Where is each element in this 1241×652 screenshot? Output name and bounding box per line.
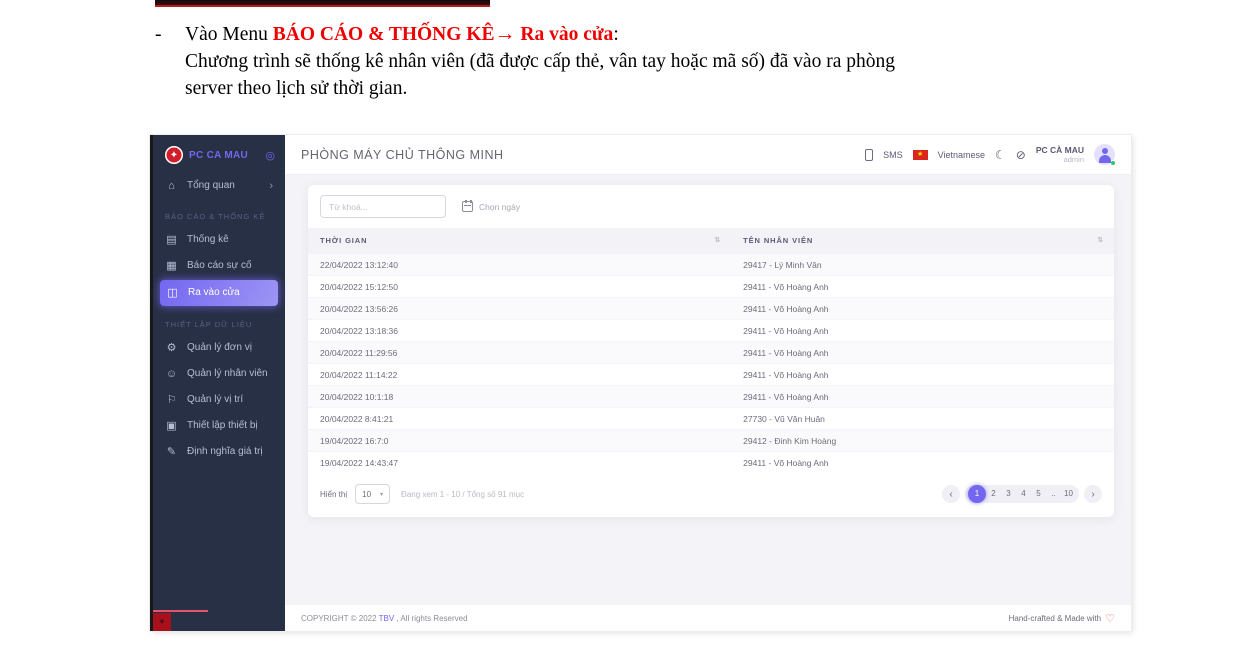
sidebar-item-label: Thiết lập thiết bị <box>187 420 258 431</box>
pagination-bar <box>308 473 1114 517</box>
avatar[interactable] <box>1094 144 1115 165</box>
table-row <box>308 364 1114 386</box>
page-number-button[interactable]: 3 <box>1006 489 1011 498</box>
tbv-brand-link[interactable]: TBV <box>378 613 395 623</box>
sidebar-item[interactable] <box>153 361 285 387</box>
copyright-text: COPYRIGHT © 2022 TBV , All rights Reserved <box>301 613 468 623</box>
sidebar-footer-line <box>153 610 208 612</box>
sidebar-item[interactable] <box>153 335 285 361</box>
cell-time: 19/04/2022 16:7:0 <box>308 430 731 452</box>
sidebar-item-icon: ✎ <box>166 446 177 458</box>
app-footer <box>285 605 1131 631</box>
table-row <box>308 386 1114 408</box>
redacted-text-bar <box>155 0 490 7</box>
sms-label[interactable]: SMS <box>883 149 903 160</box>
table-body <box>308 254 1114 474</box>
cell-employee: 29411 - Võ Hoàng Anh <box>731 342 1114 364</box>
table-row <box>308 342 1114 364</box>
prev-page-button[interactable]: ‹ <box>942 485 960 503</box>
sidebar-item[interactable] <box>153 227 285 253</box>
home-icon: ⌂ <box>168 180 175 192</box>
cell-time: 19/04/2022 14:43:47 <box>308 452 731 474</box>
sidebar-item-icon: ☺ <box>165 368 178 380</box>
doc-body-line1: Chương trình sẽ thống kê nhân viên (đã được cấp thẻ, vân tay hoặc mã số) đã vào ra phòng <box>185 51 895 72</box>
data-card <box>308 185 1114 517</box>
vietnam-flag-icon[interactable]: ★ <box>913 150 928 160</box>
page-size-select[interactable]: 10 ▾ <box>355 484 390 504</box>
sidebar-item-label: Ra vào cửa <box>188 287 240 298</box>
table-row <box>308 430 1114 452</box>
sidebar-item[interactable] <box>153 253 285 279</box>
page-number-button[interactable]: 4 <box>1021 489 1026 498</box>
brand-name: PC CA MAU <box>189 149 248 161</box>
sidebar-item-label: Quản lý vị trí <box>187 394 244 405</box>
cell-time: 20/04/2022 13:56:26 <box>308 298 731 320</box>
cell-time: 20/04/2022 11:14:22 <box>308 364 731 386</box>
doc-bullet: - <box>155 24 162 45</box>
header-actions <box>865 144 1115 165</box>
cell-employee: 29411 - Võ Hoàng Anh <box>731 320 1114 342</box>
filter-bar <box>308 185 1114 228</box>
block-icon[interactable]: ⊘ <box>1015 147 1026 162</box>
user-role: admin <box>1063 154 1084 164</box>
evn-logo-icon: ✦ <box>165 146 183 164</box>
table-header-row <box>308 228 1114 254</box>
page-number-button[interactable]: 5 <box>1036 489 1041 498</box>
table-row <box>308 408 1114 430</box>
table-row <box>308 298 1114 320</box>
column-header-name[interactable]: TÊN NHÂN VIÊN ⇅ <box>743 236 1104 245</box>
search-input[interactable] <box>320 195 446 218</box>
date-picker[interactable] <box>462 201 520 212</box>
sidebar-collapse-icon[interactable]: ◎ <box>265 149 275 162</box>
page-number-button[interactable]: 1 <box>968 485 986 503</box>
column-header-time[interactable]: THỜI GIAN ⇅ <box>320 236 722 245</box>
sort-icon[interactable]: ⇅ <box>714 237 722 244</box>
sidebar-item-label: Tổng quan <box>187 180 235 191</box>
doc-menu-path: BÁO CÁO & THỐNG KÊ <box>272 24 495 45</box>
cell-employee: 29417 - Lý Minh Vân <box>731 254 1114 276</box>
sidebar-item-icon: ◫ <box>167 287 178 299</box>
sidebar-item[interactable] <box>153 387 285 413</box>
sidebar-section-settings: THIẾT LẬP DỮ LIỆU <box>165 320 253 329</box>
table-row <box>308 276 1114 298</box>
sidebar-item-icon: ⚐ <box>166 394 177 406</box>
cell-employee: 29412 - Đinh Kim Hoàng <box>731 430 1114 452</box>
sidebar-item[interactable] <box>153 439 285 465</box>
doc-colon: : <box>613 24 619 45</box>
page-number-button[interactable]: 2 <box>991 489 996 498</box>
language-label[interactable]: Vietnamese <box>937 149 985 160</box>
page-number-button[interactable]: 10 <box>1064 489 1073 498</box>
instruction-text <box>155 20 1115 102</box>
sidebar-setting-items <box>153 335 285 465</box>
cell-employee: 29411 - Võ Hoàng Anh <box>731 452 1114 474</box>
top-header <box>285 135 1131 175</box>
cell-time: 20/04/2022 8:41:21 <box>308 408 731 430</box>
dark-mode-moon-icon[interactable]: ☾ <box>995 147 1006 162</box>
cell-employee: 29411 - Võ Hoàng Anh <box>731 364 1114 386</box>
chevron-down-icon: ▾ <box>380 491 384 498</box>
page-size-label: Hiển thị <box>320 489 348 499</box>
heart-icon: ♡ <box>1105 612 1115 625</box>
phone-icon[interactable] <box>865 149 873 161</box>
pager <box>942 485 1102 503</box>
date-picker-label: Chọn ngày <box>479 201 521 212</box>
sidebar-section-reports: BÁO CÁO & THỐNG KÊ <box>165 212 266 221</box>
user-info <box>1036 146 1084 164</box>
sidebar-item-tong-quan[interactable] <box>153 173 285 199</box>
access-log-table <box>308 228 1114 473</box>
cell-employee: 27730 - Vũ Văn Huân <box>731 408 1114 430</box>
arrow-icon: → <box>494 21 516 45</box>
doc-menu-target: Ra vào cửa <box>515 24 614 45</box>
cell-employee: 29411 - Võ Hoàng Anh <box>731 298 1114 320</box>
made-with-text: Hand-crafted & Made with ♡ <box>1008 612 1115 625</box>
page-number-group <box>965 485 1079 503</box>
sidebar-item-label: Quản lý đơn vị <box>187 342 252 353</box>
cell-time: 20/04/2022 13:18:36 <box>308 320 731 342</box>
cell-employee: 29411 - Võ Hoàng Anh <box>731 386 1114 408</box>
doc-body-line2: server theo lịch sử thời gian. <box>185 78 408 99</box>
sidebar-item-label: Báo cáo sự cố <box>187 260 252 271</box>
table-row <box>308 254 1114 276</box>
app-screenshot <box>150 135 1131 631</box>
sidebar-footer-logo-icon: ✦ <box>153 613 171 631</box>
page-number-button[interactable]: .. <box>1051 489 1056 498</box>
sort-icon[interactable]: ⇅ <box>1097 237 1104 244</box>
table-row <box>308 320 1114 342</box>
table-row <box>308 452 1114 474</box>
sidebar-item-icon: ▣ <box>166 420 177 432</box>
cell-time: 20/04/2022 15:12:50 <box>308 276 731 298</box>
sidebar <box>153 135 285 631</box>
main-area <box>285 135 1131 631</box>
sidebar-item-icon: ⚙ <box>166 342 177 354</box>
chevron-right-icon: › <box>269 180 273 192</box>
cell-time: 20/04/2022 11:29:56 <box>308 342 731 364</box>
page-title: PHÒNG MÁY CHỦ THÔNG MINH <box>301 147 504 162</box>
pagination-summary: Đang xem 1 - 10 / Tổng số 91 mục <box>401 489 525 499</box>
cell-time: 22/04/2022 13:12:40 <box>308 254 731 276</box>
cell-time: 20/04/2022 10:1:18 <box>308 386 731 408</box>
sidebar-item-label: Định nghĩa giá trị <box>187 446 263 457</box>
online-status-dot <box>1110 160 1116 166</box>
sidebar-item-icon: ▦ <box>166 260 177 272</box>
cell-employee: 29411 - Võ Hoàng Anh <box>731 276 1114 298</box>
sidebar-item-label: Quản lý nhân viên <box>187 368 268 379</box>
next-page-button[interactable]: › <box>1084 485 1102 503</box>
sidebar-item-label: Thống kê <box>187 234 229 245</box>
doc-line-menu <box>155 20 1115 48</box>
sidebar-item[interactable] <box>160 280 278 306</box>
user-name: PC CÀ MAU <box>1035 144 1084 155</box>
doc-intro: Vào Menu <box>185 24 273 45</box>
sidebar-item-icon: ▤ <box>166 234 177 246</box>
sidebar-report-items <box>153 227 285 306</box>
sidebar-item[interactable] <box>153 413 285 439</box>
content-area <box>285 175 1131 605</box>
calendar-icon <box>462 201 473 212</box>
brand-row <box>153 135 285 173</box>
